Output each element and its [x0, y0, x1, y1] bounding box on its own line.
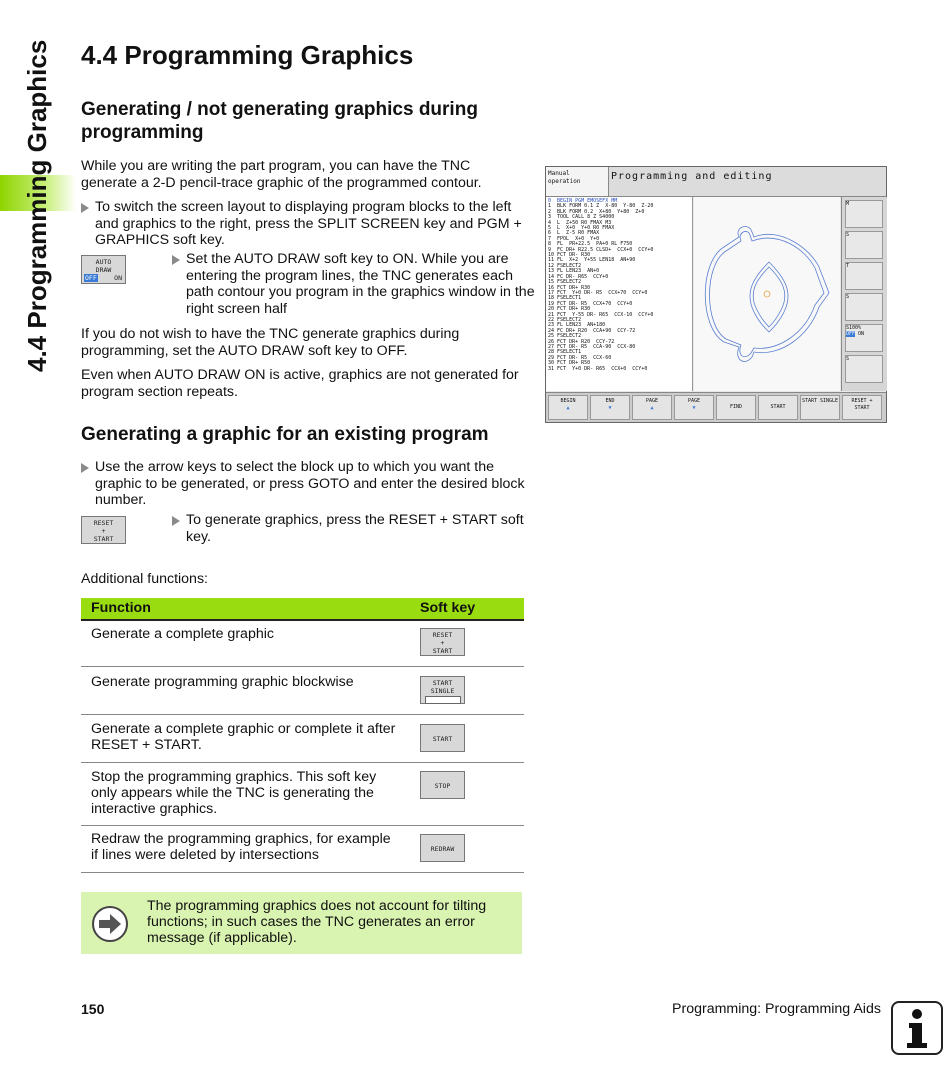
program-line[interactable]: 23 FL LEN23 AN+180	[548, 322, 606, 329]
side-softkey-label: S	[846, 294, 850, 300]
bullet-text: Set the AUTO DRAW soft key to ON. While you are entering the program lines, the TNC generates each path contour you program in the graphics window in the right screen half	[186, 251, 535, 317]
column-header-softkey: Soft key	[420, 600, 476, 616]
program-line[interactable]: 13 FL LEN23 AN+0	[548, 268, 600, 275]
screen-softkey-reset-start[interactable]	[842, 395, 882, 420]
program-line[interactable]: 28 FSELECT1	[548, 349, 582, 356]
arrow-down-icon: ▼	[692, 405, 696, 411]
screen-softkey-begin[interactable]	[548, 395, 588, 420]
function-text: Generate programming graphic blockwise	[91, 674, 354, 690]
softkey-label: START	[93, 535, 114, 543]
program-line[interactable]: 26 FCT DR+ R20 CCY-72	[548, 338, 615, 345]
side-softkey-s-minus[interactable]	[845, 355, 883, 383]
softkey-label: SINGLE	[430, 687, 455, 695]
program-line[interactable]: 18 FSELECT1	[548, 295, 582, 302]
side-softkey-label: S100%	[846, 325, 862, 331]
program-line[interactable]: 14 FC DR- R65 CCY+0	[548, 273, 609, 280]
softkey-off-label: OFF	[85, 274, 97, 282]
table-row	[81, 715, 524, 763]
function-text: Generate a complete graphic	[91, 626, 274, 642]
screen-softkey-find[interactable]	[716, 395, 756, 420]
chapter-title: Programming: Programming Aids	[672, 1001, 881, 1017]
paragraph-auto-draw-off: If you do not wish to have the TNC generate graphics during programming, set the AUTO DRAW soft key to OFF.	[81, 326, 460, 359]
bullet-split-screen	[81, 199, 535, 249]
program-line[interactable]: 24 FC DR+ R20 CCA+90 CCY-72	[548, 327, 636, 334]
program-line[interactable]: 31 FCT Y+0 DR- R65 CCX+0 CCY+0	[548, 365, 648, 372]
bullet-arrow-icon	[172, 255, 180, 265]
table-row	[81, 763, 524, 826]
side-softkey-override[interactable]	[845, 324, 883, 352]
screen-softkey-label: BEGIN	[560, 398, 576, 404]
program-line[interactable]: 16 FCT DR+ R30	[548, 284, 591, 291]
program-line[interactable]: 22 FSELECT2	[548, 316, 582, 323]
program-line[interactable]: 0 BEGIN PGM EMOSEFX MM	[548, 198, 618, 204]
softkey-label: START	[432, 679, 453, 687]
section-title-generating: Generating / not generating graphics during programming	[81, 99, 478, 143]
screen-softkey-label: END	[605, 398, 615, 404]
program-line[interactable]: 8 FL PR+22.5 PA+0 RL F750	[548, 241, 633, 248]
program-line[interactable]: 20 FCT DR+ R30	[548, 306, 591, 313]
softkey-on-label: ON	[114, 274, 122, 282]
program-line[interactable]: 5 L X+0 Y+0 R0 FMAX	[548, 225, 615, 232]
side-softkey-label: ON	[858, 331, 865, 337]
arrow-down-icon: ▼	[608, 405, 612, 411]
function-text: Redraw the programming graphics, for example if lines were deleted by intersections	[91, 831, 391, 863]
screen-softkey-end[interactable]	[590, 395, 630, 420]
program-line[interactable]: 6 L Z-5 R0 FMAX	[548, 230, 600, 237]
arrow-up-icon: ▲	[650, 405, 654, 411]
start-single-softkey[interactable]	[420, 676, 465, 704]
info-icon	[891, 1001, 943, 1055]
program-line[interactable]: 17 FCT Y+0 DR- R5 CCX+70 CCY+0	[548, 289, 648, 296]
screen-softkey-label: PAGE	[687, 398, 701, 404]
chapter-side-title: 4.4 Programming Graphics	[22, 39, 52, 372]
softkey-label: REDRAW	[430, 845, 455, 853]
additional-functions-label: Additional functions:	[81, 571, 208, 587]
side-softkey-s-plus[interactable]	[845, 293, 883, 321]
operation-mode-label: Manual operation	[548, 170, 581, 185]
bullet-auto-draw	[172, 251, 536, 317]
softkey-label: DRAW	[95, 266, 112, 274]
program-line[interactable]: 21 FCT Y-55 DR- R65 CCX-10 CCY+0	[548, 311, 654, 318]
program-line[interactable]: 3 TOOL CALL 8 Z S4000	[548, 214, 615, 221]
function-table-header	[81, 598, 524, 621]
bullet-arrow-keys	[81, 459, 535, 509]
screen-title: Programming and editing	[608, 167, 886, 196]
screen-softkey-label: RESET + START	[851, 398, 873, 411]
page-number: 150	[81, 1001, 105, 1017]
table-row	[81, 667, 524, 715]
section-title-existing: Generating a graphic for an existing program	[81, 424, 489, 445]
arrow-up-icon: ▲	[566, 405, 570, 411]
auto-draw-softkey[interactable]	[81, 255, 126, 284]
note-box	[81, 892, 522, 954]
program-line[interactable]: 4 L Z+50 R0 FMAX M3	[548, 219, 612, 226]
screen-softkey-label: START	[770, 404, 786, 410]
start-softkey[interactable]	[420, 724, 465, 752]
program-line[interactable]: 10 FCT DR- R30	[548, 252, 591, 259]
table-row	[81, 826, 524, 873]
side-softkey-label: S	[846, 232, 850, 238]
stop-softkey[interactable]	[420, 771, 465, 799]
softkey-label: STOP	[434, 782, 451, 790]
page-title: 4.4 Programming Graphics	[81, 40, 414, 70]
side-softkey-label: S	[846, 356, 850, 362]
program-line[interactable]: 1 BLK FORM 0.1 Z X-80 Y-80 Z-20	[548, 203, 654, 210]
program-line[interactable]: 12 FSELECT2	[548, 262, 582, 269]
tnc-screen	[545, 166, 887, 423]
redraw-softkey[interactable]	[420, 834, 465, 862]
screen-softkey-start-single[interactable]	[800, 395, 840, 420]
side-softkey-label: T	[846, 263, 850, 269]
bullet-text: To switch the screen layout to displaying program blocks to the left and graphics to the right, press the SPLIT SCREEN key and PGM + GRAPHICS soft key.	[95, 199, 522, 248]
side-softkey-s[interactable]	[845, 231, 883, 259]
screen-softkey-page-up[interactable]	[632, 395, 672, 420]
reset-start-softkey[interactable]	[420, 628, 465, 656]
screen-softkey-label: START SINGLE	[801, 398, 839, 404]
contour-graphic	[694, 197, 840, 391]
bullet-reset-start	[172, 512, 536, 545]
screen-softkey-label: PAGE	[645, 398, 659, 404]
side-softkey-t[interactable]	[845, 262, 883, 290]
reset-start-softkey[interactable]	[81, 516, 126, 544]
screen-softkey-page-down[interactable]	[674, 395, 714, 420]
program-line[interactable]: 2 BLK FORM 0.2 X+80 Y+80 Z+0	[548, 208, 645, 215]
softkey-label: RESET	[93, 519, 114, 527]
screen-header	[546, 167, 886, 197]
program-line[interactable]: 15 FSELECT2	[548, 279, 582, 286]
arrow-right-icon	[91, 905, 129, 943]
paragraph-section-repeats: Even when AUTO DRAW ON is active, graphics are not generated for program section repeats.	[81, 367, 519, 400]
softkey-label: +	[101, 527, 106, 535]
function-text: Generate a complete graphic or complete it after RESET + START.	[91, 721, 396, 753]
softkey-label: +	[440, 639, 445, 647]
program-line[interactable]: 9 FC DR+ R22.5 CLSD+ CCX+0 CCY+0	[548, 246, 654, 253]
bullet-text: Use the arrow keys to select the block up to which you want the graphic to be generated, or press GOTO and enter the desired block number.	[95, 459, 525, 508]
bullet-arrow-icon	[81, 203, 89, 213]
softkey-label: AUTO	[95, 258, 112, 266]
screen-softkey-label: FIND	[729, 404, 743, 410]
program-line[interactable]: 11 FL X+2 Y+55 LEN18 AN+90	[548, 257, 636, 264]
softkey-label: START	[432, 647, 453, 655]
program-line[interactable]: 30 FCT DR+ R50	[548, 360, 591, 367]
side-softkey-label: M	[846, 201, 850, 207]
side-softkey-label: OFF	[846, 331, 856, 337]
function-text: Stop the programming graphics. This soft key only appears while the TNC is generating the interactive graphics.	[91, 769, 377, 817]
screen-side-softkeys	[841, 197, 887, 391]
program-line[interactable]: 29 FCT DR- R5 CCX-60	[548, 354, 612, 361]
bullet-arrow-icon	[81, 463, 89, 473]
softkey-label: START	[432, 735, 453, 743]
note-text: The programming graphics does not account for tilting functions; in such cases the TNC generates an error message (if applicable).	[147, 898, 487, 946]
single-step-indicator	[425, 696, 461, 704]
screen-softkey-bar	[546, 392, 886, 422]
side-softkey-m[interactable]	[845, 200, 883, 228]
program-listing	[546, 197, 693, 391]
column-header-function: Function	[91, 600, 151, 616]
softkey-label: RESET	[432, 631, 453, 639]
program-line[interactable]: 7 FPOL X+0 Y+0	[548, 235, 600, 242]
screen-softkey-start[interactable]	[758, 395, 798, 420]
program-line[interactable]: 25 FSELECT2	[548, 333, 582, 340]
program-line[interactable]: 19 FCT DR- R5 CCX+70 CCY+0	[548, 300, 633, 307]
bullet-arrow-icon	[172, 516, 180, 526]
bullet-text: To generate graphics, press the RESET + START soft key.	[186, 512, 524, 545]
program-line[interactable]: 27 FCT DR- R5 CCA-90 CCX-80	[548, 343, 636, 350]
graphics-window	[694, 197, 840, 391]
table-row	[81, 621, 524, 667]
intro-paragraph: While you are writing the part program, you can have the TNC generate a 2-D pencil-trace graphic of the programmed contour.	[81, 158, 482, 191]
